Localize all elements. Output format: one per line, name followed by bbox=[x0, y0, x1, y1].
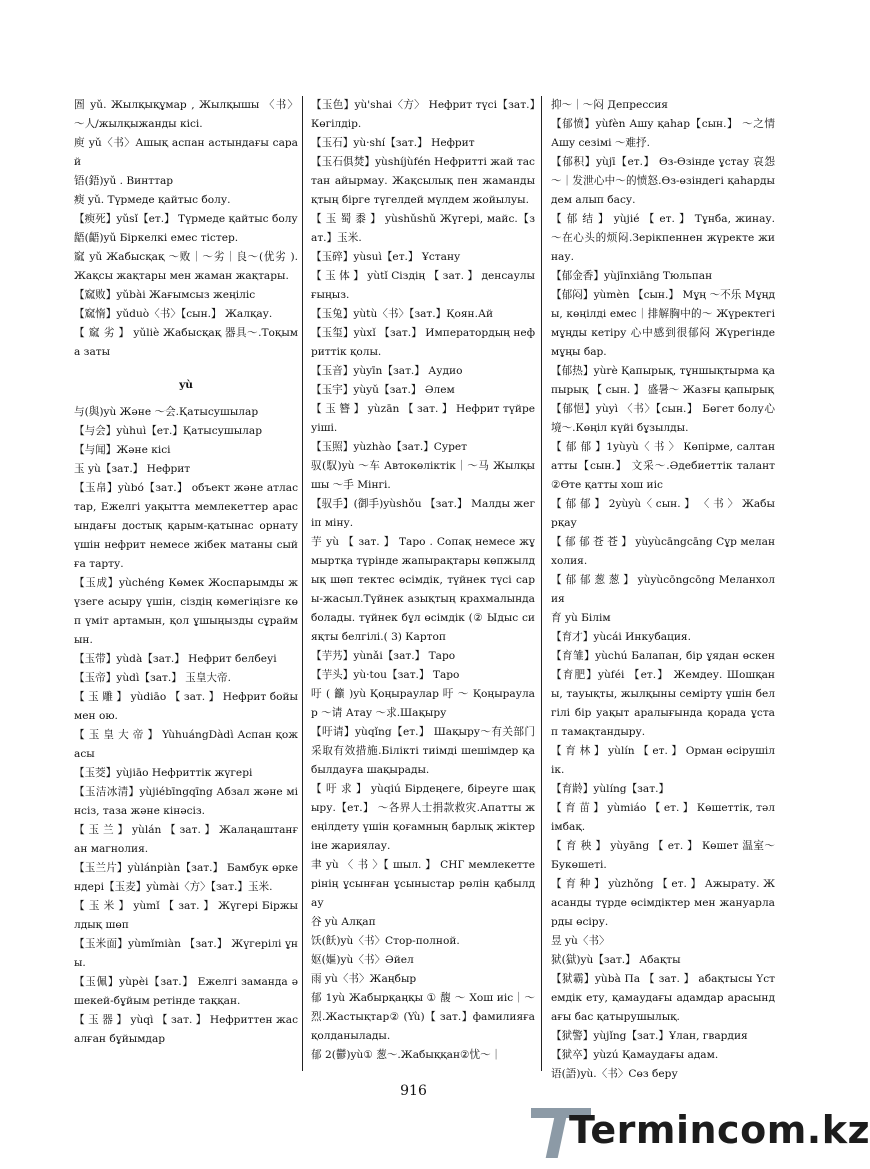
dictionary-entry: 庾 yǔ〈书〉Ашық аспан астындағы сарай bbox=[74, 137, 298, 168]
dictionary-column-2 bbox=[311, 96, 535, 1076]
dictionary-entry: 【 玉 雕 】 yùdiāo 【 зат. 】 Нефрит бойымен ою. bbox=[74, 691, 298, 722]
dictionary-entry: 【 玉 蜀 黍 】 yùshǔshǔ Жүгері, майс.【зат.】玉米. bbox=[311, 213, 535, 244]
column-divider-left bbox=[302, 96, 303, 1071]
dictionary-entry: 【玉带】yùdà【зат.】 Нефрит белбеуі bbox=[74, 653, 277, 665]
dictionary-entry: 【狱卒】yùzú Қамаудағы адам. bbox=[551, 1049, 719, 1061]
page-number: 916 bbox=[400, 1083, 427, 1099]
dictionary-entry: 【玉色】yù'shai〈方〉 Нефрит түсі【зат.】Көгілдір. bbox=[311, 99, 535, 130]
dictionary-entry: 【玉玺】yùxǐ 【зат.】 Императордың нефриттік қолы. bbox=[311, 327, 535, 358]
dictionary-entry: 【瘐死】yǔsǐ【ет.】 Түрмеде қайтыс болу bbox=[74, 213, 298, 225]
dictionary-entry: 【 玉 体 】 yùtǐ Сіздің 【 зат. 】 денсаулығыңыз. bbox=[311, 270, 535, 301]
dictionary-entry: 抑～｜～闷 Депрессия bbox=[551, 99, 668, 111]
dictionary-entry: 瘐 yǔ. Түрмеде қайтыс болу. bbox=[74, 194, 231, 206]
dictionary-entry: 【玉兔】yùtù〈书〉【зат.】Қоян.Ай bbox=[311, 308, 494, 320]
dictionary-entry: 【 玉 簪 】 yùzān 【 зат. 】 Нефрит түйреуіші. bbox=[311, 403, 535, 434]
dictionary-entry: 【育龄】yùlíng【зат.】 bbox=[551, 783, 670, 795]
dictionary-entry: 【 郁 郁 】1yùyù〈 书 〉 Көпірме, салтанатты【сын.】 文采～.Әдебиеттік талант②Өте қатты хош иіс bbox=[551, 441, 775, 491]
dictionary-entry: 【玉照】yùzhào【зат.】Сурет bbox=[311, 441, 468, 453]
dictionary-entry: 与(與)yù Және ～会.Қатысушылар bbox=[74, 406, 259, 418]
dictionary-entry: 【郁悒】yùyì 〈书〉【сын.】 Бөгет болу心境～.Көңіл күйі бұзылды. bbox=[551, 403, 775, 434]
dictionary-entry: 【郁愤】yùfèn Ашу қаһар【сын.】 ～之情 Ашу сезімі ～难抒. bbox=[551, 118, 775, 149]
dictionary-entry: 芋 yù 【 зат. 】 Таро . Сопақ немесе жұмыртқа түрінде жапырақтары көпжылдық шөп тектес өсімдік, түйнек түсі сары-жасыл.Түйнек азықтың крахмалында болады. түйнек бұл өсімдік (② Ыдыс сияқты белгілі.( 3) Картоп bbox=[311, 536, 535, 643]
dictionary-entry: 吁 ( 籲 )yù Қоңыраулар 吁 ～ Қоңыраулар ～请 Атау ～求.Шақыру bbox=[311, 688, 535, 719]
dictionary-entry: 【郁金香】yùjīnxiāng Тюльпан bbox=[551, 270, 713, 282]
dictionary-entry: 【 郁 郁 葱 葱 】 yùyùcōngcōng Меланхолия bbox=[551, 574, 775, 605]
dictionary-column-1 bbox=[74, 96, 298, 1076]
dictionary-entry: 【玉洁冰清】yùjiébīngqīng Абзал және мінсіз, таза және кінәсіз. bbox=[74, 786, 298, 817]
termincom-logo bbox=[525, 1102, 870, 1162]
dictionary-entry: 圄 yǔ. Жылқықұмар , Жылқышы 〈书〉～人/жылқыжанды кісі. bbox=[74, 99, 298, 130]
dictionary-entry: 【狱警】yùjǐng【зат.】Ұлан, гвардия bbox=[551, 1030, 748, 1042]
dictionary-entry: 谷 yù Алқап bbox=[311, 916, 376, 928]
dictionary-entry: 玉 yù【зат.】 Нефрит bbox=[74, 463, 191, 475]
dictionary-entry: 驭(馭)yù ～车 Автокөліктік｜～马 Жылқышы ～手 Мінгі. bbox=[311, 460, 535, 491]
dictionary-entry: 昱 yù〈书〉 bbox=[551, 935, 610, 947]
dictionary-entry: 【 吁 求 】 yùqiú Бірдеңеге, біреуге шақыру.【ет.】 ～各界人士捐款救灾.Апатты жеңілдету үшін қоғамның барлық жіктеріне жариялау. bbox=[311, 783, 535, 852]
dictionary-entry: 【窳败】yǔbài Жағымсыз жеңіліс bbox=[74, 289, 256, 301]
dictionary-entry: 育 yù Білім bbox=[551, 612, 611, 624]
dictionary-entry: 【 玉 皇 大 帝 】 YùhuángDàdì Аспан қожасы bbox=[74, 729, 298, 760]
logo-text: Termincom.kz bbox=[569, 1108, 870, 1152]
dictionary-entry: 【 郁 郁 】 2yùyù〈 сын. 】 〈 书 〉 Жабырқау bbox=[551, 498, 775, 529]
dictionary-entry: 【玉成】yùchéng Көмек Жоспарымды жүзеге асыру үшін, сіздің көмегіңізге көп үміт артамын, қол ұшыңызды сұраймын. bbox=[74, 577, 298, 646]
dictionary-entry: 语(語)yù.〈书〉Сөз беру bbox=[551, 1068, 678, 1080]
dictionary-entry: 郁 1yù Жабырқаңқы ① 馥 ～ Хош иіс｜～烈.Жастықтар② (Yù)【 зат.】фамилияға қолданылады. bbox=[311, 992, 535, 1042]
dictionary-entry: 【 玉 兰 】 yùlán 【 зат. 】 Жалаңаштанған магнолия. bbox=[74, 824, 298, 855]
dictionary-entry: 窳 yǔ Жабысқақ ～败｜～劣｜良～(优劣 ).Жақсы жақтары мен жаман жақтары. bbox=[74, 251, 298, 282]
dictionary-entry: 【玉米面】yùmǐmiàn 【зат.】 Жүгерілі ұны. bbox=[74, 938, 298, 969]
dictionary-entry: 饫(飫)yù〈书〉Стор-полной. bbox=[311, 935, 460, 947]
dictionary-entry: 【玉石俱焚】yùshíjùfén Нефритті жай тастан айырмау. Жақсылық пен жамандықтың бірге түгелдей мүлдем жойылуы. bbox=[311, 156, 535, 206]
dictionary-entry: 【玉茭】yùjiāo Нефриттік жүгері bbox=[74, 767, 253, 779]
dictionary-entry: 【与会】yùhuì【ет.】Қатысушылар bbox=[74, 425, 262, 437]
dictionary-entry: 【玉宇】yùyǔ【зат.】 Әлем bbox=[311, 384, 455, 396]
dictionary-entry: 【驭手】(御手)yùshǒu 【зат.】 Малды жегіп міну. bbox=[311, 498, 535, 529]
dictionary-entry: 【郁热】yùrè Қапырық, тұншықтырма қапырық 【 сын. 】 盛暑～ Жазғы қапырық bbox=[551, 365, 775, 396]
dictionary-entry: 【狱霸】yùbà Па 【 зат. 】 абақтысы Үстемдік ету, қамаудағы адамдар арасындағы бас қатырушылық. bbox=[551, 973, 775, 1023]
dictionary-entry: 【玉碎】yùsuì【ет.】 Ұстану bbox=[311, 251, 461, 263]
dictionary-entry: 【 育 林 】 yùlín 【 ет. 】 Орман өсірушілік. bbox=[551, 745, 775, 776]
dictionary-entry: 郁 2(鬱)yù① 葱～.Жабыққан②忧～｜ bbox=[311, 1049, 502, 1061]
dictionary-entry: 【 育 种 】 yùzhǒng 【 ет. 】 Ажырату. Жасанды түрде өсімдіктер мен жануарларды өсіру. bbox=[551, 878, 775, 928]
dictionary-column-3 bbox=[551, 96, 775, 1080]
dictionary-entry: 【玉帝】yùdì【зат.】 玉皇大帝. bbox=[74, 672, 231, 684]
dictionary-entry: 龉(齬)yǔ Біркелкі емес тістер. bbox=[74, 232, 239, 244]
dictionary-entry: 聿 yù 〈 书 〉【 шыл. 】 СНГ мемлекеттерінің ұсынған ұсыныстар рөлін қабылдау bbox=[311, 859, 535, 909]
dictionary-entry: 【与闻】Және кісі bbox=[74, 444, 171, 456]
dictionary-entry: 铻(鋙)yǔ . Винттар bbox=[74, 175, 174, 187]
dictionary-entry: 【 玉 米 】 yùmǐ 【 зат. 】 Жүгері Біржылдық шөп bbox=[74, 900, 298, 931]
column-divider-right bbox=[541, 96, 542, 1071]
dictionary-entry: 【 玉 器 】 yùqì 【 зат. 】 Нефриттен жасалған бұйымдар bbox=[74, 1014, 298, 1045]
dictionary-entry: 【玉佩】yùpèi【зат.】 Ежелгі заманда әшекей-бұйым ретінде таққан. bbox=[74, 976, 298, 1007]
dictionary-entry: 狱(獄)yù【зат.】 Абақты bbox=[551, 954, 681, 966]
dictionary-entry: 【 窳 劣 】 yǔliè Жабысқақ 器具～.Тоқыма заты bbox=[74, 327, 298, 358]
dictionary-entry: 【吁请】yùqǐng【ет.】 Шақыру～有关部门采取有效措施.Біліктi тиімді шешімдер қабылдауға шақырады. bbox=[311, 726, 535, 776]
dictionary-entry: 【 育 苗 】 yùmiáo 【 ет. 】 Көшеттік, тәлімбақ. bbox=[551, 802, 775, 833]
dictionary-entry: 【 郁 结 】 yùjié 【 ет. 】 Тұнба, жинау. ～在心头的烦闷.Зерікпеннен жүректе жинау. bbox=[551, 213, 775, 263]
dictionary-entry: 【育雏】yùchú Балапан, бір ұядан өскен【育肥】yùféi 【ет.】 Жемдеу. Шошқаны, тауықты, жылқыны семірту үшін белгілі бір уақыт аралығында қорада ұстап тамақтандыру. bbox=[551, 650, 775, 738]
dictionary-entry: 【 郁 郁 苍 苍 】 yùyùcāngcāng Сұр меланхолия. bbox=[551, 536, 775, 567]
dictionary-entry: 【郁积】yùjī【ет.】 Өз-Өзінде ұстау 哀怨～｜发泄心中～的愤怒.Өз-өзіндегі қаһарды дем алып басу. bbox=[551, 156, 775, 206]
dictionary-entry: 雨 yù〈书〉Жаңбыр bbox=[311, 973, 417, 985]
dictionary-entry: 【玉帛】yùbó【зат.】 объект және атластар, Ежелгі уақытта мемлекеттер арасындағы достық қарым-қатынас орнату үшін нефрит немесе жібек матаны сыйға тарту. bbox=[74, 482, 298, 570]
dictionary-entry: 【玉石】yù·shí【зат.】 Нефрит bbox=[311, 137, 475, 149]
dictionary-entry: 【 育 秧 】 yùyāng 【 ет. 】 Көшет 温室～Букөшеті. bbox=[551, 840, 775, 871]
dictionary-entry: 【育才】yùcái Инкубация. bbox=[551, 631, 691, 643]
dictionary-entry: 【郁闷】yùmèn 【сын.】 Мұң ～不乐 Мұңды, көңілді емес｜排解胸中的～ Жүректегі мұңды кетіру 心中感到很郁闷 Жүрегінде мұңы бар. bbox=[551, 289, 775, 358]
dictionary-entry: 【芋艿】yùnǎi【зат.】 Таро bbox=[311, 650, 456, 662]
dictionary-entry: 【玉音】yùyīn【зат.】 Аудио bbox=[311, 365, 463, 377]
section-heading: yù bbox=[179, 379, 193, 391]
dictionary-entry: 【芋头】yù·tou【зат.】 Таро bbox=[311, 669, 460, 681]
dictionary-entry: 【窳惰】yǔduò〈书〉【сын.】 Жалқау. bbox=[74, 308, 273, 320]
dictionary-entry: 【玉兰片】yùlánpiàn【зат.】 Бамбук өркендері【玉麦】yùmài〈方〉【зат.】玉米. bbox=[74, 862, 298, 893]
dictionary-entry: 妪(嫗)yù〈书〉Әйел bbox=[311, 954, 414, 966]
